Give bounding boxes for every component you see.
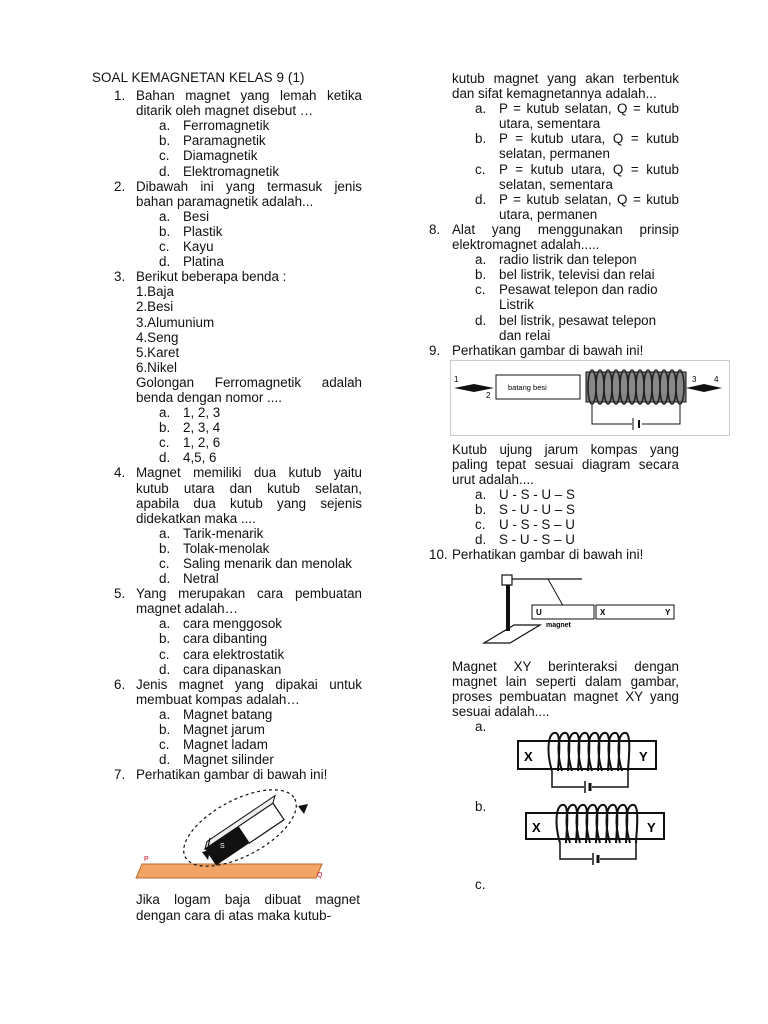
question-text-continued: Magnet XY berinteraksi dengan magnet lain seperti dalam gambar, proses pembuatan magnet XY yang sesuai adalah.... — [452, 658, 679, 719]
question-number: 9. — [429, 342, 441, 358]
option-a-coil-figure — [512, 721, 662, 795]
options-list — [452, 487, 679, 547]
question-text: Berikut beberapa benda : — [136, 269, 287, 285]
label-1: 1 — [454, 374, 459, 384]
option: d. 4,5, 6 — [159, 450, 217, 466]
option: d. Magnet silinder — [159, 752, 274, 768]
label-x: X — [600, 607, 606, 617]
question-5 — [92, 586, 362, 677]
label-y: Y — [665, 607, 671, 617]
option: a. Tarik-menarik — [159, 525, 264, 541]
option: a. cara menggosok — [159, 616, 282, 632]
label-u: U — [278, 803, 284, 811]
option-b-coil-figure — [520, 799, 670, 873]
label-3: 3 — [692, 374, 697, 384]
option: d. S - U - S – U — [475, 532, 575, 548]
question-1 — [92, 88, 362, 179]
list-item: 5.Karet — [136, 344, 180, 360]
option: b. 2, 3, 4 — [159, 420, 221, 436]
question-8 — [429, 222, 679, 343]
magnet-interaction-figure — [466, 565, 684, 651]
question-text: Bahan magnet yang lemah ketika ditarik oleh magnet disebut … — [136, 88, 362, 119]
question-text: Perhatikan gambar di bawah ini! — [452, 342, 644, 358]
label-x: X — [532, 819, 541, 835]
question-text-continued: Jika logam baja dibuat magnet dengan cara di atas maka kutub- — [136, 892, 360, 923]
option: b. Magnet jarum — [159, 722, 265, 738]
question-number: 8. — [429, 221, 441, 237]
options-list — [136, 707, 362, 767]
option: b. P = kutub utara, Q = kutub selatan, permanen — [475, 131, 679, 162]
question-number: 4. — [114, 465, 126, 481]
question-number: 1. — [114, 88, 126, 104]
question-number: 6. — [114, 676, 126, 692]
page-title: SOAL KEMAGNETAN KELAS 9 (1) — [92, 70, 305, 85]
magnet-label: magnet — [546, 621, 571, 629]
label-y: Y — [639, 748, 648, 764]
item-list — [136, 284, 362, 375]
option: c. 1, 2, 6 — [159, 435, 221, 451]
list-item: 6.Nikel — [136, 359, 177, 375]
option: c. cara elektrostatik — [159, 646, 285, 662]
list-item: 2.Besi — [136, 299, 174, 315]
option: c. Kayu — [159, 239, 214, 255]
option: d. bel listrik, pesawat telepon dan relai — [475, 312, 657, 343]
option: a. P = kutub selatan, Q = kutub utara, sementara — [475, 101, 679, 132]
question-4 — [92, 465, 362, 586]
left-column — [92, 70, 362, 923]
option: b. Tolak-menolak — [159, 540, 270, 556]
question-6 — [92, 677, 362, 768]
options-list — [136, 405, 362, 465]
question-number: 5. — [114, 586, 126, 602]
option: d. Elektromagnetik — [159, 163, 280, 179]
option: c. Saling menarik dan menolak — [159, 556, 352, 571]
label-s: S — [220, 843, 225, 851]
option: b. Paramagnetik — [159, 133, 266, 149]
question-number: 3. — [114, 269, 126, 285]
option: a. Ferromagnetik — [159, 118, 270, 134]
option: b. Plastik — [159, 223, 223, 239]
option: b. bel listrik, televisi dan relai — [475, 267, 655, 283]
bar-label: batang besi — [508, 382, 547, 392]
label-q: Q — [317, 872, 323, 880]
list-item: 1.Baja — [136, 284, 174, 300]
option: d. Netral — [159, 571, 219, 587]
question-7 — [92, 767, 362, 922]
label-x: X — [524, 748, 533, 764]
label-4: 4 — [714, 374, 719, 384]
question-number: 7. — [114, 767, 126, 783]
options-list — [429, 101, 679, 222]
question-text: Yang merupakan cara pembuatan magnet adalah… — [136, 586, 362, 617]
question-9 — [429, 342, 719, 548]
list-item: 3.Alumunium — [136, 314, 215, 330]
option: b. cara dibanting — [159, 631, 268, 647]
option: c. Diamagnetik — [159, 148, 258, 164]
question-2 — [92, 179, 362, 270]
question-text-continued: Kutub ujung jarum kompas yang paling tepat sesuai diagram secara urut adalah.... — [452, 441, 679, 487]
question-number: 2. — [114, 178, 126, 194]
label-u: U — [536, 607, 542, 617]
option: c. Magnet ladam — [159, 737, 268, 753]
options-list — [136, 616, 362, 676]
label-y: Y — [647, 819, 656, 835]
question-text: Jenis magnet yang dipakai untuk membuat kompas adalah… — [136, 676, 362, 707]
option: a. 1, 2, 3 — [159, 405, 221, 421]
question-10: 10. Perhatikan gambar di bawah ini! U magnet X Y Magnet XY berinteraksi dengan magnet lain seperti dalam gambar, proses pembuatan magnet XY yang sesuai adalah.... a. X Y b. X Y c. — [429, 547, 679, 872]
electromagnet-compass-figure — [450, 360, 730, 436]
question-text: Perhatikan gambar di bawah ini! — [136, 767, 328, 783]
option: a. Besi — [159, 208, 210, 224]
option: c. P = kutub utara, Q = kutub selatan, sementara — [475, 161, 679, 192]
options-list — [452, 252, 679, 343]
option: d. Platina — [159, 254, 224, 270]
question-text-continued: Golongan Ferromagnetik adalah benda dengan nomor .... — [136, 374, 362, 405]
question-text: Magnet memiliki dua kutub yaitu kutub utara dan kutub selatan, apabila dua kutub yang sejenis didekatkan maka .... — [136, 465, 362, 526]
question-text: Dibawah ini yang termasuk jenis bahan paramagnetik adalah... — [136, 178, 362, 209]
question-text: Alat yang menggunakan prinsip elektromagnet adalah..... — [452, 221, 679, 253]
question-3 — [92, 269, 362, 465]
option: b. S - U - U – S — [475, 502, 575, 518]
option: c. Pesawat telepon dan radio Listrik — [475, 282, 658, 313]
rubbing-magnet-figure — [132, 786, 332, 886]
question-text: Perhatikan gambar di bawah ini! — [452, 547, 644, 563]
options-list — [136, 526, 362, 586]
options-list — [136, 118, 362, 178]
label-p: P — [144, 856, 149, 864]
right-column — [429, 71, 719, 892]
option: a. Magnet batang — [159, 706, 273, 722]
option: d. cara dipanaskan — [159, 661, 282, 677]
option: a. U - S - U – S — [475, 487, 575, 503]
option: a. radio listrik dan telepon — [475, 252, 637, 268]
option: c. U - S - S – U — [475, 517, 575, 533]
list-item: 4.Seng — [136, 329, 179, 345]
question-number: 10. — [429, 547, 448, 563]
option: d. P = kutub selatan, Q = kutub utara, permanen — [475, 191, 679, 222]
label-2: 2 — [486, 390, 491, 400]
options-list — [136, 209, 362, 269]
question-7-continued: kutub magnet yang akan terbentuk dan sifat kemagnetannya adalah... — [452, 71, 679, 102]
